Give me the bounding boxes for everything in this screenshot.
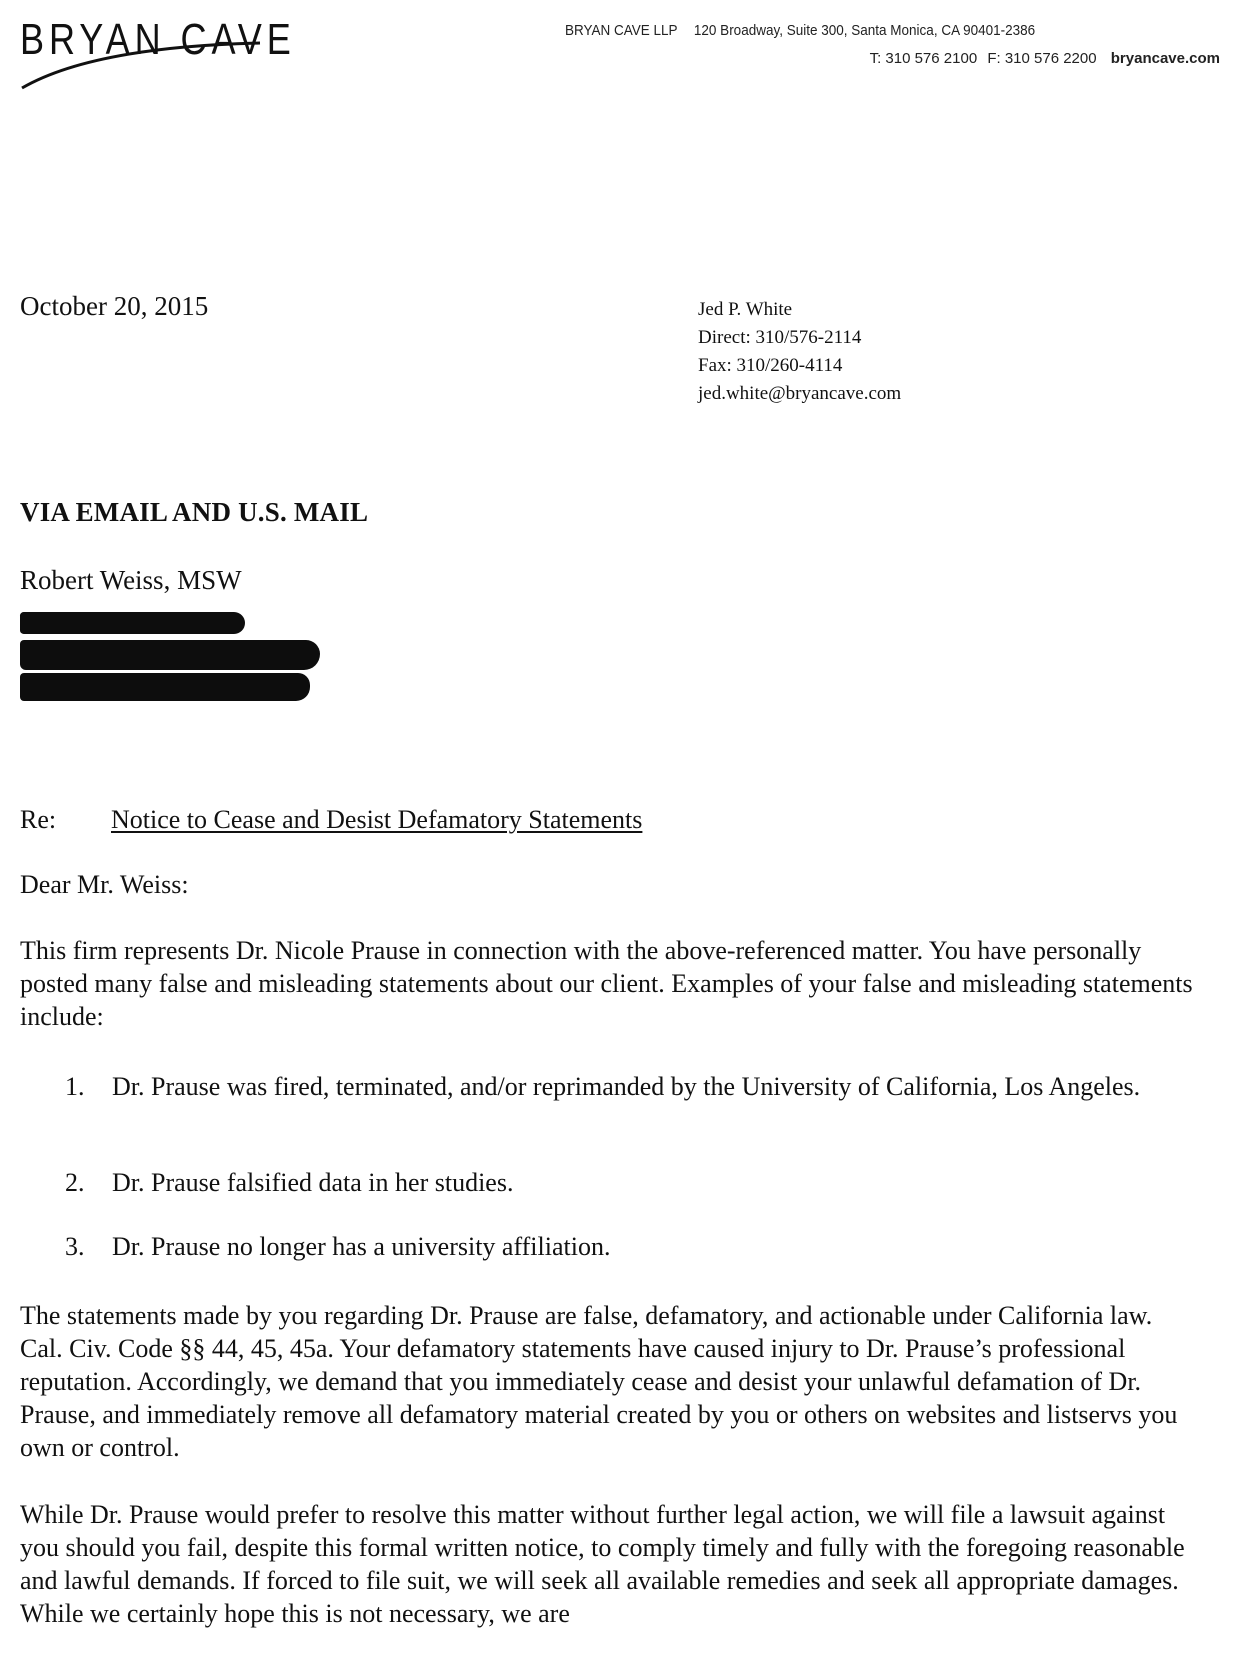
list-number: 3. xyxy=(65,1232,85,1261)
list-text: Dr. Prause no longer has a university affiliation. xyxy=(112,1232,611,1261)
firm-phone: T: 310 576 2100 xyxy=(869,50,978,67)
salutation: Dear Mr. Weiss: xyxy=(20,870,189,899)
delivery-method: VIA EMAIL AND U.S. MAIL xyxy=(20,497,369,527)
redaction-bar xyxy=(20,612,245,634)
logo-text: BRYAN CAVE xyxy=(20,15,296,64)
firm-logo xyxy=(20,15,296,98)
recipient-name: Robert Weiss, MSW xyxy=(20,565,242,595)
firm-website: bryancave.com xyxy=(1110,50,1220,67)
sender-email: jed.white@bryancave.com xyxy=(698,383,902,404)
list-number: 1. xyxy=(65,1072,85,1101)
redaction-bar xyxy=(20,640,320,670)
list-number: 2. xyxy=(65,1168,85,1197)
body-paragraph: The statements made by you regarding Dr. Prause are false, defamatory, and actionable under California law. Cal. Civ. Code §§ 44, 45, 45a. Your defamatory statements have caused injury to Dr. Prause’s professional reputation. Accordingly, we demand that you immediately cease and desist your unlawful defamation of Dr. Prause, and immediately remove all defamatory material created by you or others on websites and listservs you own or control. xyxy=(20,1301,1178,1462)
firm-fax: F: 310 576 2200 xyxy=(987,50,1097,67)
redaction-bar xyxy=(20,673,310,701)
re-label: Re: xyxy=(20,805,57,834)
re-subject: Notice to Cease and Desist Defamatory Statements xyxy=(111,805,643,834)
body-paragraph: This firm represents Dr. Nicole Prause in connection with the above-referenced matter. You have personally posted many false and misleading statements about our client. Examples of your false and misleading statements include: xyxy=(20,936,1193,1031)
logo-swoosh xyxy=(20,15,296,98)
letterhead-contact-line xyxy=(870,50,1220,67)
letterhead-address-line xyxy=(565,22,1035,39)
firm-address: 120 Broadway, Suite 300, Santa Monica, CA 90401-2386 xyxy=(693,22,1036,39)
body-paragraph: While Dr. Prause would prefer to resolve this matter without further legal action, we will file a lawsuit against you should you fail, despite this formal written notice, to comply timely and fully with the foregoing reasonable and lawful demands. If forced to file suit, we will seek all available remedies and seek all appropriate damages. While we certainly hope this is not necessary, we are xyxy=(20,1500,1185,1628)
sender-fax: Fax: 310/260-4114 xyxy=(698,355,843,376)
sender-name: Jed P. White xyxy=(698,299,793,320)
list-text: Dr. Prause falsified data in her studies. xyxy=(112,1168,514,1197)
list-text: Dr. Prause was fired, terminated, and/or reprimanded by the University of California, Los Angeles. xyxy=(112,1072,1141,1101)
sender-block xyxy=(698,296,901,408)
sender-direct: Direct: 310/576-2114 xyxy=(698,327,862,348)
letter-date: October 20, 2015 xyxy=(20,291,209,321)
firm-name: BRYAN CAVE LLP xyxy=(565,22,678,39)
